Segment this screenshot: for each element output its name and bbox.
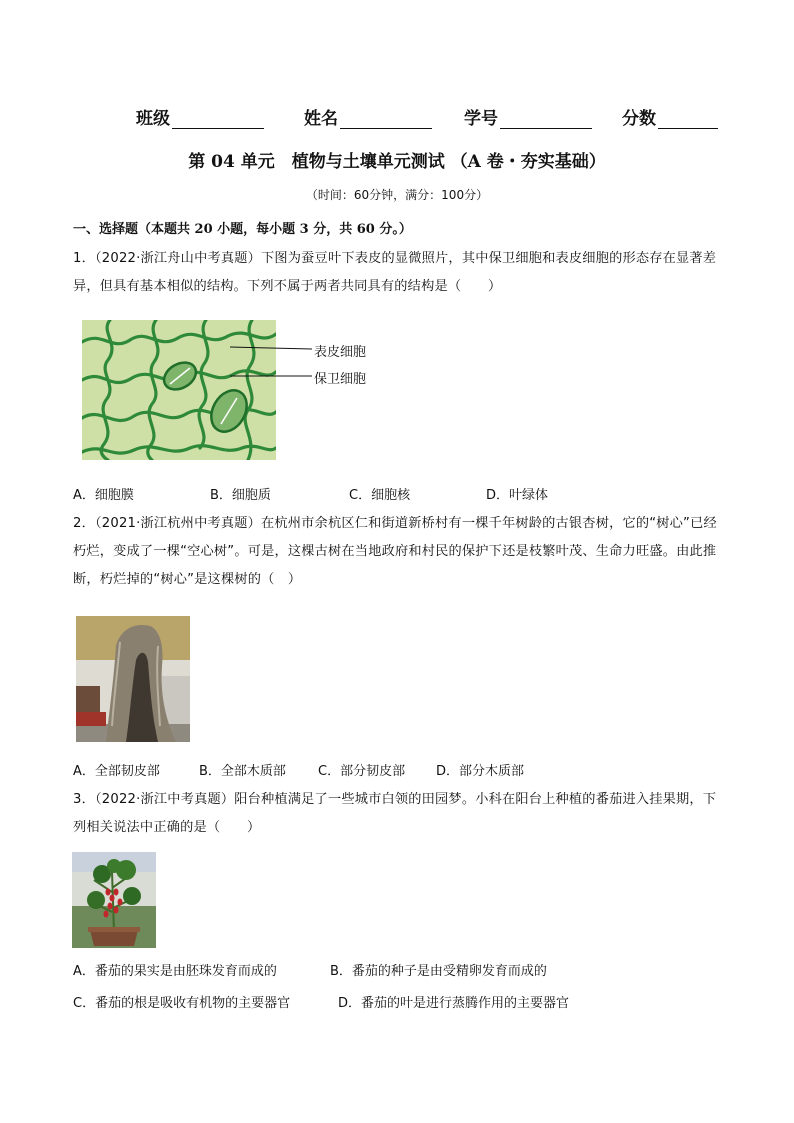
- q1-option-c[interactable]: C．细胞核: [349, 488, 411, 503]
- class-blank[interactable]: [172, 110, 264, 129]
- student-id-field[interactable]: 学号: [464, 104, 592, 129]
- section-heading: 一、选择题（本题共 20 小题，每小题 3 分，共 60 分。）: [73, 222, 412, 237]
- class-field[interactable]: 班级: [136, 104, 264, 129]
- q3-option-a[interactable]: A．番茄的果实是由胚珠发育而成的: [73, 964, 277, 979]
- student-id-blank[interactable]: [500, 110, 592, 129]
- question-3-text: 3．（2022·浙江中考真题）阳台种植满足了一些城市白领的田园梦。小科在阳台上种植的番茄进入挂果期，下列相关说法中正确的是（ ）: [73, 792, 717, 835]
- q2-option-a[interactable]: A．全部韧皮部: [73, 764, 160, 779]
- score-field[interactable]: 分数: [622, 104, 718, 129]
- q2-option-d[interactable]: D．部分木质部: [436, 764, 525, 779]
- q3-option-b[interactable]: B．番茄的种子是由受精卵发育而成的: [330, 964, 547, 979]
- q2-option-b[interactable]: B．全部木质部: [199, 764, 286, 779]
- q1-option-a[interactable]: A．细胞膜: [73, 488, 134, 503]
- exam-info: （时间：60分钟，满分：100分）: [305, 188, 489, 202]
- page-title: 第 04 单元 植物与土壤单元测试 （A 卷・夯实基础）: [188, 152, 606, 172]
- hollow-ginkgo-photo: [76, 616, 190, 742]
- student-info-row: [0, 104, 794, 130]
- label-guard-cell: 保卫细胞: [314, 372, 367, 387]
- label-epidermal-cell: 表皮细胞: [314, 345, 367, 360]
- question-1-text: 1．（2022·浙江舟山中考真题）下图为蚕豆叶下表皮的显微照片，其中保卫细胞和表皮细胞的形态存在显著差异，但具有基本相似的结构。下列不属于两者共同具有的结构是（ ）: [73, 251, 717, 294]
- q3-option-d[interactable]: D．番茄的叶是进行蒸腾作用的主要器官: [338, 996, 570, 1011]
- q3-option-c[interactable]: C．番茄的根是吸收有机物的主要器官: [73, 996, 291, 1011]
- name-blank[interactable]: [340, 110, 432, 129]
- score-blank[interactable]: [658, 110, 718, 129]
- q1-option-b[interactable]: B．细胞质: [210, 488, 271, 503]
- tomato-plant-photo: [72, 852, 156, 948]
- name-field[interactable]: 姓名: [304, 104, 432, 129]
- q1-option-d[interactable]: D．叶绿体: [486, 488, 549, 503]
- micrograph-pointer-lines: [230, 340, 314, 390]
- q2-option-c[interactable]: C．部分韧皮部: [318, 764, 406, 779]
- question-2-text: 2．（2021·浙江杭州中考真题）在杭州市余杭区仁和街道新桥村有一棵千年树龄的古银杏树，它的“树心”已经朽烂，变成了一棵“空心树”。可是，这棵古树在当地政府和村民的保护下还是枝繁叶茂、生命力旺盛。由此推断，朽烂掉的“树心”是这棵树的（ ）: [73, 516, 717, 587]
